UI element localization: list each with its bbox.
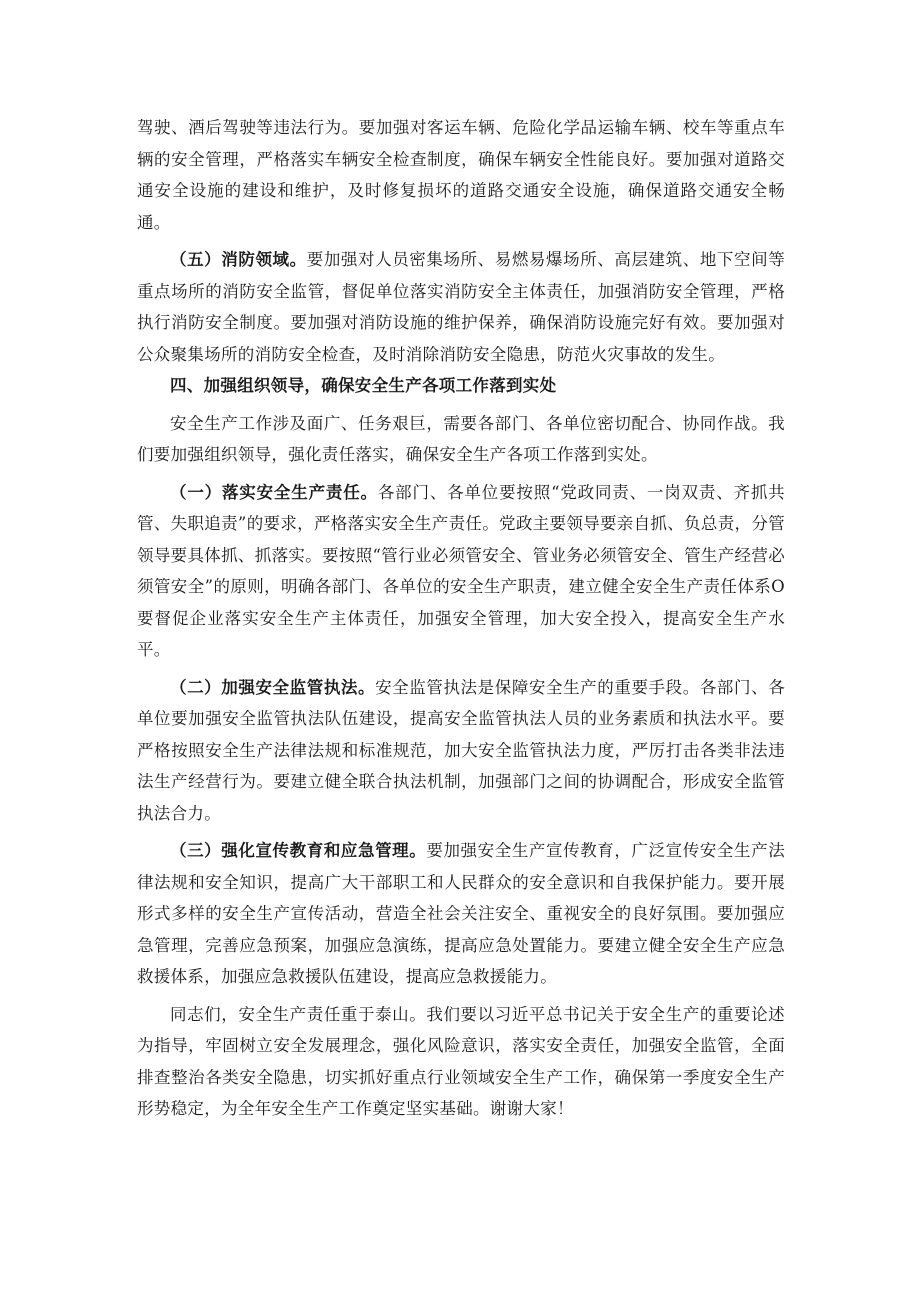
- paragraph-enforcement: [137, 672, 785, 830]
- paragraph-lead: （三）强化宣传教育和应急管理。: [170, 841, 427, 860]
- paragraph-text: 各部门、各单位要按照“党政同责、一岗双责、齐抓共管、失职追责”的要求，严格落实安全生产责任。党政主要领导要亲自抓、负总责，分管领导要具体抓、抓落实。要按照“管行业必须管安全、管业务必须管安全、管生产经营必须管安全”的原则，明确各部门、各单位的安全生产职责，建立健全安全生产责任体系O要督促企业落实安全生产主体责任，加强安全管理，加大安全投入，提高安全生产水平。: [137, 482, 785, 659]
- paragraph-education: [137, 835, 785, 993]
- paragraph-text: 安全监管执法是保障安全生产的重要手段。各部门、各单位要加强安全监管执法队伍建设，提高安全监管执法人员的业务素质和执法水平。要严格按照安全生产法律法规和标准规范，加大安全监管执法力度，严厉打击各类非法违法生产经营行为。要建立健全联合执法机制，加强部门之间的协调配合，形成安全监管执法合力。: [137, 677, 785, 823]
- paragraph-lead: （一）落实安全生产责任。: [170, 482, 378, 502]
- paragraph-responsibility: [137, 477, 785, 666]
- paragraph-text: 要加强安全生产宣传教育，广泛宣传安全生产法律法规和安全知识，提高广大干部职工和人民群众的安全意识和自我保护能力。要开展形式多样的安全生产宣传活动，营造全社会关注安全、重视安全的良好氛围。要加强应急管理，完善应急预案，加强应急演练，提高应急处置能力。要建立健全安全生产应急救援体系，加强应急救援队伍建设，提高应急救援能力。: [137, 841, 785, 986]
- paragraph-text: 要加强对人员密集场所、易燃易爆场所、高层建筑、地下空间等重点场所的消防安全监管，督促单位落实消防安全主体责任，加强消防安全管理，严格执行消防安全制度。要加强对消防设施的维护保养，确保消防设施完好有效。要加强对公众聚集场所的消防安全检查，及时消除消防安全隐患，防范火灾事故的发生。: [137, 250, 785, 364]
- paragraph-traffic-continued: 驾驶、酒后驾驶等违法行为。要加强对客运车辆、危险化学品运输车辆、校车等重点车辆的安全管理，严格落实车辆安全检查制度，确保车辆安全性能良好。要加强对道路交通安全设施的建设和维护，及时修复损坏的道路交通安全设施，确保道路交通安全畅通。: [137, 118, 785, 232]
- paragraph-fire-safety: [137, 244, 785, 370]
- paragraph-closing: 同志们，安全生产责任重于泰山。我们要以习近平总书记关于安全生产的重要论述为指导，牢固树立安全发展理念，强化风险意识，落实安全责任，加强安全监管，全面排查整治各类安全隐患，切实抓好重点行业领域安全生产工作，确保第一季度安全生产形势稳定，为全年安全生产工作奠定坚实基础。谢谢大家！: [137, 1004, 785, 1118]
- document-body: [137, 112, 785, 1125]
- paragraph-lead: （五）消防领域。: [170, 250, 307, 269]
- paragraph-lead: （二）加强安全监管执法。: [170, 677, 376, 697]
- paragraph-section4-intro: 安全生产工作涉及面广、任务艰巨，需要各部门、各单位密切配合、协同作战。我们要加强组织领导，强化责任落实，确保安全生产各项工作落到实处。: [137, 413, 785, 464]
- section-heading-4: 四、加强组织领导，确保安全生产各项工作落到实处: [170, 376, 557, 395]
